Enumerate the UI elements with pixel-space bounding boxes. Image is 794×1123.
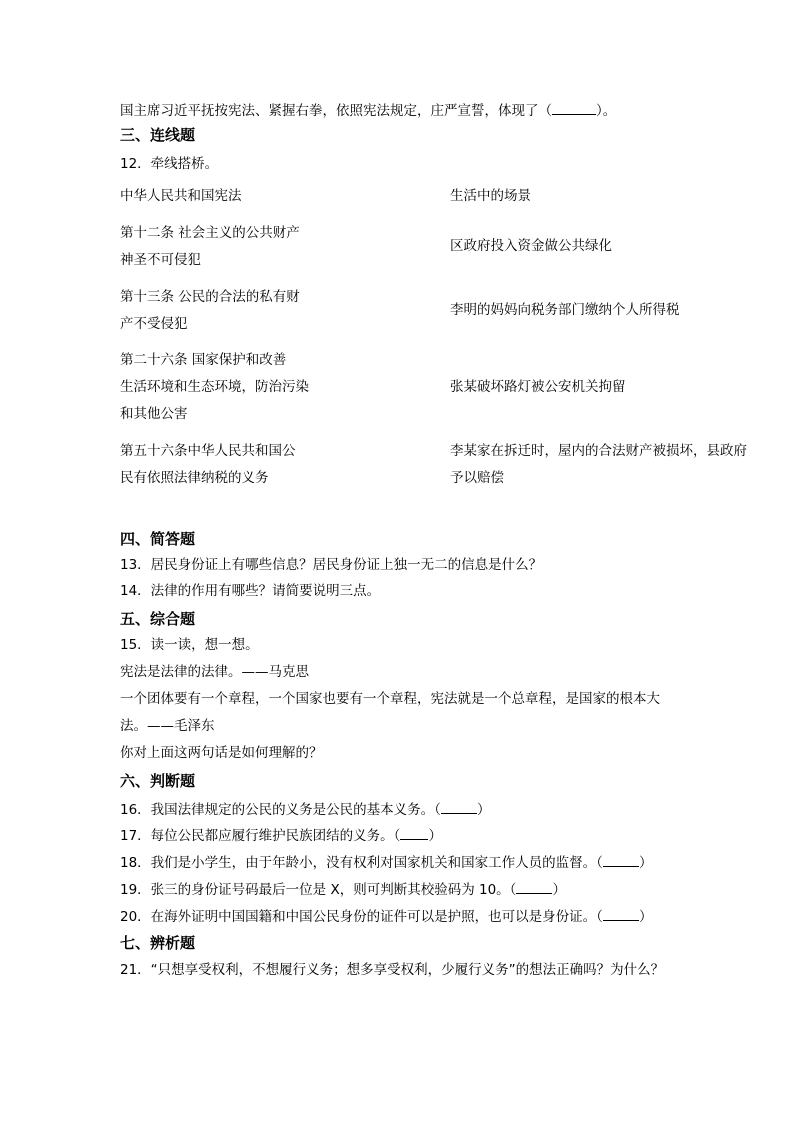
- matching-left-header: 中华人民共和国宪法: [120, 188, 242, 204]
- quote-mao-line-1: 一个团体要有一个章程，一个国家也要有一个章程，宪法就是一个总章程，是国家的根本大: [120, 691, 660, 707]
- section-heading-4: 四、简答题: [120, 530, 196, 548]
- question-18-text: 18．我们是小学生，由于年龄小，没有权利对国家机关和国家工作人员的监督。（: [120, 855, 603, 871]
- question-12: 12．牵线搭桥。: [120, 156, 219, 172]
- left-item-4-line-2[interactable]: 民有依照法律纳税的义务: [120, 470, 269, 486]
- question-19: [120, 879, 566, 900]
- intro-line: [120, 100, 616, 121]
- right-item-2[interactable]: 李明的妈妈向税务部门缴纳个人所得税: [450, 302, 680, 318]
- right-item-4-line-1[interactable]: 李某家在拆迁时，屋内的合法财产被损坏，县政府: [450, 443, 747, 459]
- question-20: [120, 906, 652, 927]
- left-item-3-line-3[interactable]: 和其他公害: [120, 406, 188, 422]
- answer-blank-19[interactable]: [516, 879, 552, 894]
- left-item-2-line-1[interactable]: 第十三条 公民的合法的私有财: [120, 289, 300, 305]
- answer-blank[interactable]: [552, 100, 596, 115]
- question-18-close: ）: [638, 855, 653, 871]
- quote-marx: 宪法是法律的法律。——马克思: [120, 664, 309, 680]
- question-15-prompt: 你对上面这两句话是如何理解的？: [120, 745, 323, 761]
- answer-blank-18[interactable]: [603, 852, 639, 867]
- question-18: [120, 852, 652, 873]
- question-17: [120, 825, 442, 846]
- section-heading-3: 三、连线题: [120, 126, 196, 144]
- question-14: 14．法律的作用有哪些？请简要说明三点。: [120, 583, 381, 599]
- question-17-text: 17．每位公民都应履行维护民族团结的义务。（: [120, 828, 401, 844]
- quote-mao-line-2: 法。——毛泽东: [120, 718, 215, 734]
- section-heading-5: 五、综合题: [120, 610, 196, 628]
- intro-text-end: ）。: [596, 103, 617, 119]
- left-item-1-line-2[interactable]: 神圣不可侵犯: [120, 252, 201, 268]
- right-item-1[interactable]: 区政府投入资金做公共绿化: [450, 238, 612, 254]
- question-20-close: ）: [638, 909, 653, 925]
- left-item-1-line-1[interactable]: 第十二条 社会主义的公共财产: [120, 225, 300, 241]
- question-13: 13．居民身份证上有哪些信息？居民身份证上独一无二的信息是什么？: [120, 557, 543, 573]
- right-item-4-line-2[interactable]: 予以赔偿: [450, 470, 504, 486]
- question-15: 15．读一读，想一想。: [120, 637, 259, 653]
- right-item-3[interactable]: 张某破坏路灯被公安机关拘留: [450, 379, 626, 395]
- intro-text: 国主席习近平抚按宪法、紧握右拳，依照宪法规定，庄严宣誓，体现了（: [120, 103, 552, 119]
- matching-right-header: 生活中的场景: [450, 188, 531, 204]
- left-item-3-line-1[interactable]: 第二十六条 国家保护和改善: [120, 352, 287, 368]
- left-item-3-line-2[interactable]: 生活环境和生态环境，防治污染: [120, 379, 309, 395]
- section-heading-7: 七、辨析题: [120, 934, 196, 952]
- question-20-text: 20．在海外证明中国国籍和中国公民身份的证件可以是护照，也可以是身份证。（: [120, 909, 603, 925]
- question-16-text: 16．我国法律规定的公民的义务是公民的基本义务。（: [120, 802, 441, 818]
- left-item-2-line-2[interactable]: 产不受侵犯: [120, 316, 188, 332]
- answer-blank-20[interactable]: [603, 906, 639, 921]
- question-16-close: ）: [476, 802, 491, 818]
- question-19-text: 19．张三的身份证号码最后一位是 X，则可判断其校验码为 10。（: [120, 882, 517, 898]
- question-21: 21．“只想享受权利，不想履行义务；想多享受权利，少履行义务”的想法正确吗？为什么？: [120, 962, 665, 978]
- question-19-close: ）: [552, 882, 566, 898]
- question-16: [120, 799, 490, 820]
- section-heading-6: 六、判断题: [120, 772, 196, 790]
- left-item-4-line-1[interactable]: 第五十六条中华人民共和国公: [120, 443, 296, 459]
- answer-blank-17[interactable]: [400, 825, 428, 840]
- answer-blank-16[interactable]: [441, 799, 477, 814]
- question-17-close: ）: [428, 828, 442, 844]
